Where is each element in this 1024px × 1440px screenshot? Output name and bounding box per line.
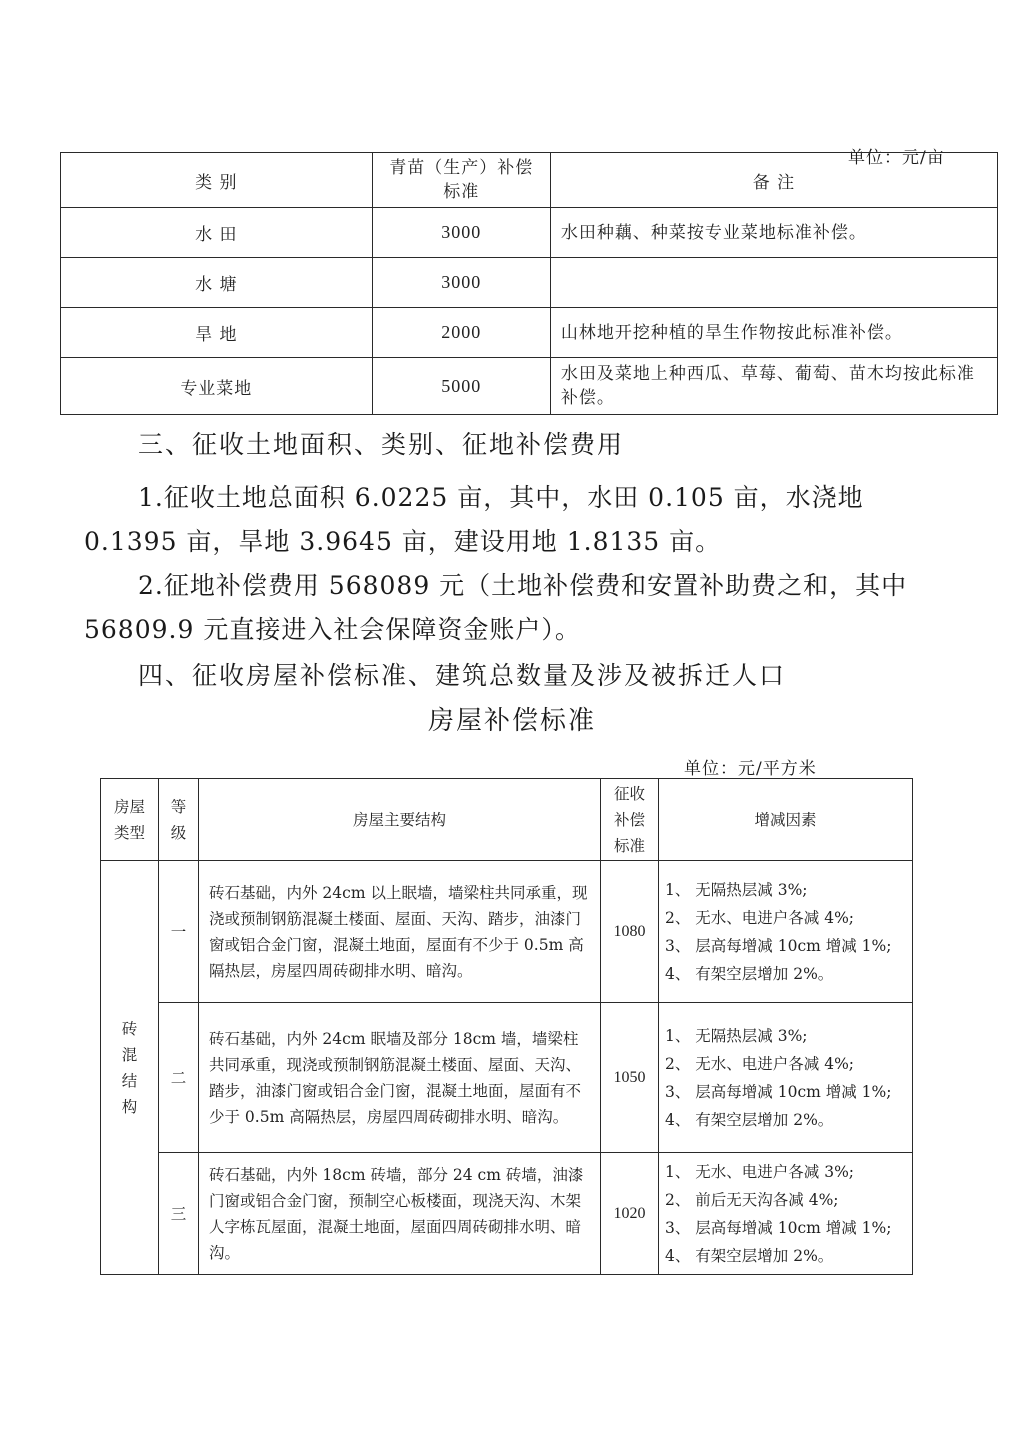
row-standard: 3000 <box>372 258 550 308</box>
factor-item: 3、 层高每增减 10cm 增减 1%; <box>665 936 892 955</box>
row-standard: 1020 <box>601 1153 659 1275</box>
factor-item: 2、 前后无天沟各减 4%; <box>665 1190 839 1209</box>
factor-item: 1、 无水、电进户各减 3%; <box>665 1162 855 1181</box>
row-remark <box>550 258 997 308</box>
row-standard: 1080 <box>601 861 659 1003</box>
row-grade: 二 <box>159 1003 199 1153</box>
row-grade: 一 <box>159 861 199 1003</box>
factor-item: 3、 层高每增减 10cm 增减 1%; <box>665 1082 892 1101</box>
table-row <box>61 258 998 308</box>
row-standard: 2000 <box>372 308 550 358</box>
header-type: 房屋类型 <box>101 779 159 861</box>
factor-item: 4、 有架空层增加 2%。 <box>665 1110 834 1129</box>
row-category: 专业菜地 <box>61 358 373 415</box>
land-table-unit: 单位：元/亩 <box>848 148 945 168</box>
row-remark: 山林地开挖种植的旱生作物按此标准补偿。 <box>550 308 997 358</box>
factor-item: 4、 有架空层增加 2%。 <box>665 964 834 983</box>
row-factors <box>659 1153 913 1275</box>
row-remark: 水田种藕、种菜按专业菜地标准补偿。 <box>550 208 997 258</box>
header-grade: 等级 <box>159 779 199 861</box>
row-structure: 砖石基础，内外 24cm 眠墙及部分 18cm 墙，墙梁柱共同承重，现浇或预制钢筋混凝土楼面、屋面、天沟、踏步，油漆门窗或铝合金门窗，混凝土地面，屋面有不少于 0.5m 高隔热层，房屋四周砖砌排水明、暗沟。 <box>199 1003 601 1153</box>
header-standard: 青苗（生产）补偿标准 <box>372 153 550 208</box>
row-structure: 砖石基础，内外 18cm 砖墙，部分 24 cm 砖墙，油漆门窗或铝合金门窗，预制空心板楼面，现浇天沟、木架人字栋瓦屋面，混凝土地面，屋面四周砖砌排水明、暗沟。 <box>199 1153 601 1275</box>
factor-item: 4、 有架空层增加 2%。 <box>665 1246 834 1265</box>
row-type: 砖混结构 <box>101 861 159 1275</box>
house-compensation-table <box>100 778 913 1275</box>
table-row <box>101 1153 913 1275</box>
factor-item: 1、 无隔热层减 3%; <box>665 880 808 899</box>
header-factors: 增减因素 <box>659 779 913 861</box>
header-structure: 房屋主要结构 <box>199 779 601 861</box>
factor-item: 2、 无水、电进户各减 4%; <box>665 1054 855 1073</box>
row-standard: 1050 <box>601 1003 659 1153</box>
house-table-title: 房屋补偿标准 <box>427 706 596 736</box>
section-4-heading: 四、征收房屋补偿标准、建筑总数量及涉及被拆迁人口 <box>138 661 787 690</box>
table-row <box>61 308 998 358</box>
section-3-paragraph-2: 2.征地补偿费用 568089 元（土地补偿费和安置补助费之和，其中 56809.9 元直接进入社会保障资金账户）。 <box>84 571 908 644</box>
land-compensation-table <box>60 152 998 415</box>
row-grade: 三 <box>159 1153 199 1275</box>
row-structure: 砖石基础，内外 24cm 以上眠墙，墙梁柱共同承重，现浇或预制钢筋混凝土楼面、屋面、天沟、踏步，油漆门窗或铝合金门窗，混凝土地面，屋面有不少于 0.5m 高隔热层，房屋四周砖砌排水明、暗沟。 <box>199 861 601 1003</box>
row-category: 水 田 <box>61 208 373 258</box>
row-category: 旱 地 <box>61 308 373 358</box>
table-header-row <box>61 153 998 208</box>
section-3-paragraph-1: 1.征收土地总面积 6.0225 亩，其中，水田 0.105 亩，水浇地 0.1395 亩，旱地 3.9645 亩，建设用地 1.8135 亩。 <box>84 483 864 556</box>
table-row <box>61 208 998 258</box>
header-standard: 征收补偿标准 <box>601 779 659 861</box>
factor-item: 3、 层高每增减 10cm 增减 1%; <box>665 1218 892 1237</box>
factor-item: 2、 无水、电进户各减 4%; <box>665 908 855 927</box>
row-standard: 3000 <box>372 208 550 258</box>
header-remark: 备 注 <box>550 153 997 208</box>
section-3-heading: 三、征收土地面积、类别、征地补偿费用 <box>138 430 625 459</box>
table-row <box>61 358 998 415</box>
factor-item: 1、 无隔热层减 3%; <box>665 1026 808 1045</box>
table-row <box>101 861 913 1003</box>
row-factors <box>659 861 913 1003</box>
row-factors <box>659 1003 913 1153</box>
house-table-unit: 单位：元/平方米 <box>684 759 817 779</box>
header-category: 类 别 <box>61 153 373 208</box>
row-remark: 水田及菜地上种西瓜、草莓、葡萄、苗木均按此标准补偿。 <box>550 358 997 415</box>
table-header-row <box>101 779 913 861</box>
table-row <box>101 1003 913 1153</box>
row-category: 水 塘 <box>61 258 373 308</box>
row-standard: 5000 <box>372 358 550 415</box>
